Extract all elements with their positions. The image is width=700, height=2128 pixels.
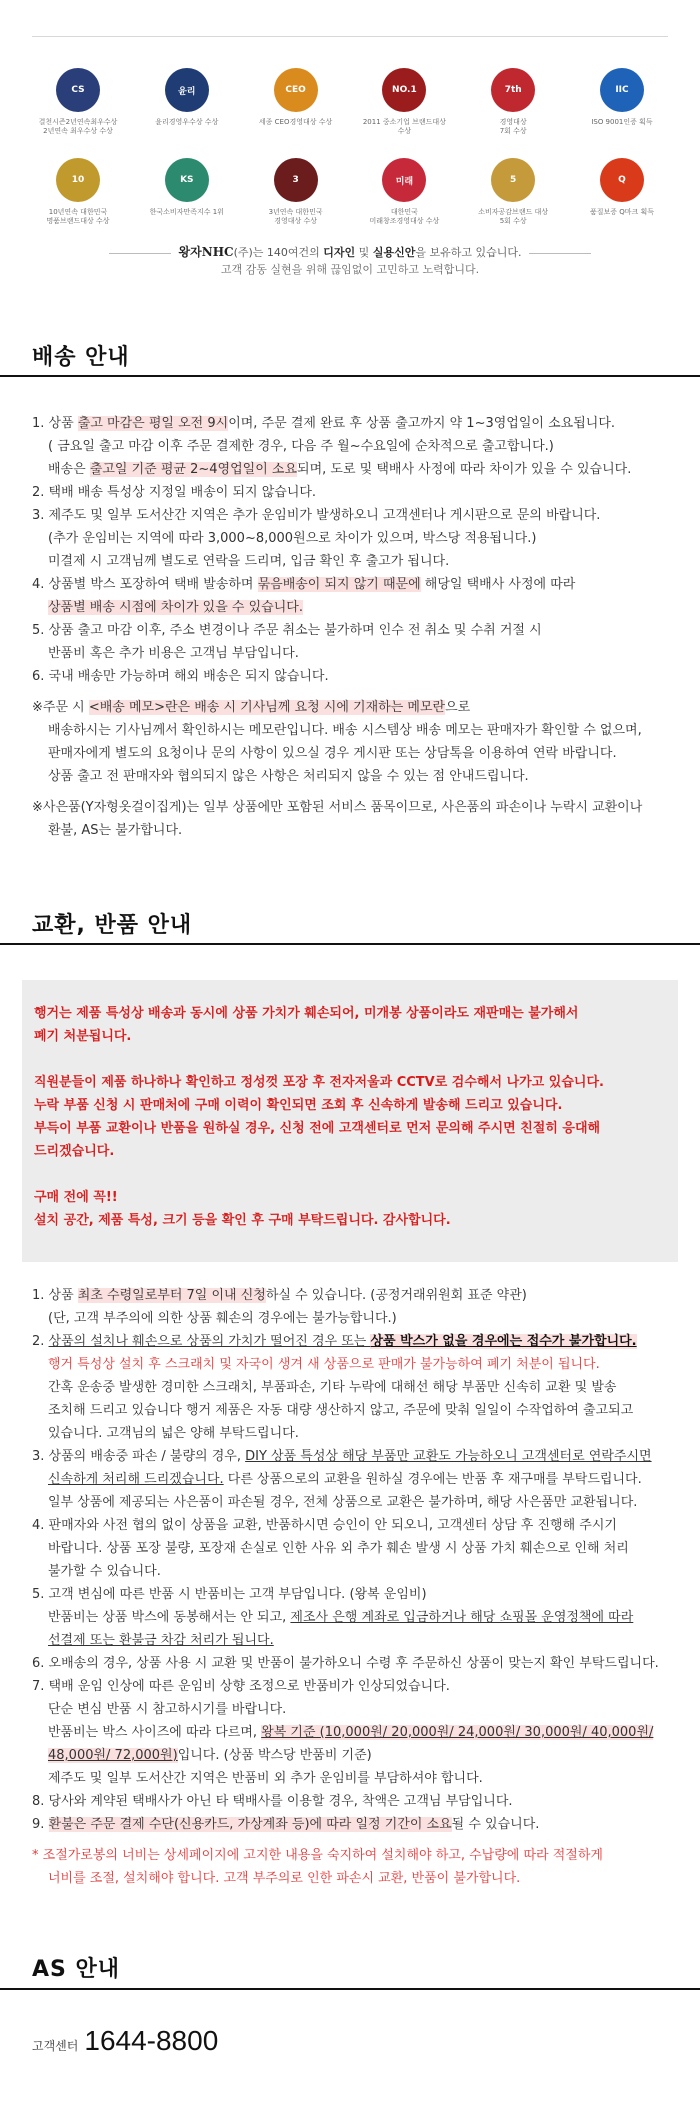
returns-item-3-cont: 신속하게 처리해 드리겠습니다. 다른 상품으로의 교환을 원하실 경우에는 반품 후 재구매를 부탁드립니다. [48,1472,642,1487]
award-item [358,66,450,146]
returns-item-7-fee-cont: 48,000원/ 72,000원)입니다. (상품 박스당 반품비 기준) [48,1748,372,1763]
ics-medal-icon: CS [56,68,100,112]
customer-center-label: 고객센터 [32,2039,79,2053]
warning-line-8: 설치 공간, 제품 특성, 크기 등을 확인 후 구매 부탁드립니다. 감사합니다. [34,1213,451,1228]
award-caption: 결천시즌2년연속최우수상 2년연속 최우수상 수상 [38,118,118,135]
warning-line-6: 드리겠습니다. [34,1144,115,1159]
award-caption: 소비자공감브랜드 대상 5회 수상 [478,208,549,225]
award-item [141,66,233,146]
memo-note-3: 판매자에게 별도의 요청이나 문의 사항이 있으실 경우 게시판 또는 상담톡을 이용하여 연락 바랍니다. [48,746,617,761]
returns-item-2-thanks: 있습니다. 고객님의 넓은 양해 부탁드립니다. [48,1426,299,1441]
returns-item-8: 8. 당사와 계약된 택배사가 아닌 타 택배사를 이용할 경우, 착액은 고객님 부담입니다. [32,1794,513,1809]
brand-award-icon: NO.1 [382,68,426,112]
returns-item-2-handmade: 조치해 드리고 있습니다 행거 제품은 자동 대량 생산하지 않고, 주문에 맞춰 일일이 수작업하여 출고되고 [48,1403,634,1418]
returns-item-2-disposal: 행거 특성상 설치 후 스크래치 및 자국이 생겨 새 상품으로 판매가 불가능하여 폐기 처분이 됩니다. [48,1357,600,1372]
returns-item-7-note: 단순 변심 반품 시 참고하시기를 바랍니다. [48,1702,287,1717]
returns-item-5: 5. 고객 변심에 따른 반품 시 반품비는 고객 부담입니다. (왕복 운임비) [32,1587,427,1602]
award-item [32,156,124,236]
returns-item-1-note: (단, 고객 부주의에 의한 상품 훼손의 경우에는 불가능합니다.) [48,1311,397,1326]
returns-item-5-end: 선결제 또는 환불금 차감 처리가 됩니다. [48,1633,274,1648]
awards-section [32,66,668,246]
as-title: AS 안내 [32,1957,121,1982]
awards-row-1 [32,66,668,146]
gift-note: ※사은품(Y자형옷걸이집게)는 일부 상품에만 포함된 서비스 품목이므로, 사은품의 파손이나 누락시 교환이나 [32,800,643,815]
award-caption: 대한민국 미래창조경영대상 수상 [369,208,440,225]
returns-item-9: 9. 환불은 주문 결제 수단(신용카드, 가상계좌 등)에 따라 일정 기간이 소요될 수 있습니다. [32,1817,540,1832]
shipping-title: 배송 안내 [32,345,130,370]
award-item [141,156,233,236]
returns-item-7-fee: 반품비는 박스 사이즈에 따라 다르며, 왕복 기준 (10,000원/ 20,000원/ 24,000원/ 30,000원/ 40,000원/ [48,1725,654,1740]
top-divider [32,36,668,37]
shipping-list [32,412,680,842]
returns-warning-box [22,980,678,1262]
shipping-item-4-cont: 상품별 배송 시점에 차이가 있을 수 있습니다. [48,600,303,615]
brand-statement [0,243,700,260]
warning-line-4: 누락 부품 신청 시 판매처에 구매 이력이 확인되면 조회 후 신속하게 발송해 드리고 있습니다. [34,1098,563,1113]
returns-item-4: 4. 판매자와 사전 협의 없이 상품을 교환, 반품하시면 승인이 안 되오니, 고객센터 상담 후 진행해 주시기 [32,1518,617,1533]
awards-row-2 [32,156,668,236]
returns-item-3: 3. 상품의 배송중 파손 / 불량의 경우, DIY 상품 특성상 해당 부품만 교환도 가능하오니 고객센터로 연락주시면 [32,1449,652,1464]
returns-caution: * 조절가로봉의 너비는 상세페이지에 고지한 내용을 숙지하여 설치해야 하고, 수납량에 따라 적절하게 [32,1848,603,1863]
award-caption: 세종 CEO경영대상 수상 [258,118,333,126]
award-item [358,156,450,236]
future-icon: 미래 [382,158,426,202]
award-caption: 경영대상 7회 수상 [499,118,527,135]
brand-text-post: 을 보유하고 있습니다. [415,246,522,259]
memo-note: ※주문 시 <배송 메모>란은 배송 시 기사님께 요청 시에 기재하는 메모란으로 [32,700,471,715]
award-caption: 한국소비자만족지수 1위 [149,208,224,216]
management-award-icon: 7th [491,68,535,112]
ethics-award-icon: 윤리 [165,68,209,112]
consumer-5-icon: 5 [491,158,535,202]
returns-title: 교환, 반품 안내 [32,913,193,938]
shipping-item-4: 4. 상품별 박스 포장하여 택배 발송하며 묶음배송이 되지 않기 때문에 해당일 택배사 사정에 따라 [32,577,576,592]
shipping-item-5-cont: 반품비 혹은 추가 비용은 고객님 부담입니다. [48,646,299,661]
warning-line-1: 행거는 제품 특성상 배송과 동시에 상품 가치가 훼손되어, 미개봉 상품이라도 재판매는 불가해서 [34,1006,579,1021]
award-caption: 10년연속 대한민국 명품브랜드대상 수상 [46,208,110,225]
returns-item-4-end: 불가할 수 있습니다. [48,1564,161,1579]
brand-rule-left [109,253,171,254]
award-caption: ISO 9001인증 획득 [591,118,653,126]
returns-item-4-cont: 바랍니다. 상품 포장 불량, 포장재 손실로 인한 사유 외 추가 훼손 발생 시 상품 가치 훼손으로 인해 처리 [48,1541,629,1556]
award-item [576,66,668,146]
returns-item-1: 1. 상품 최초 수령일로부터 7일 이내 신청하실 수 있습니다. (공정거래위원회 표준 약관) [32,1288,527,1303]
ksci-icon: KS [165,158,209,202]
memo-note-2: 배송하시는 기사님께서 확인하시는 메모란입니다. 배송 시스템상 배송 메모는 판매자가 확인할 수 없으며, [48,723,642,738]
shipping-item-1-duration: 배송은 출고일 기준 평균 2~4영업일이 소요되며, 도로 및 택배사 사정에 따라 차이가 있을 수 있습니다. [48,462,632,477]
returns-divider [0,943,700,945]
shipping-item-3-unpaid: 미결제 시 고객님께 별도로 연락을 드리며, 입금 확인 후 출고가 됩니다. [48,554,450,569]
award-item [250,156,342,236]
brand-utility: 실용신안 [372,246,416,259]
brand-10-icon: 10 [56,158,100,202]
shipping-item-2: 2. 택배 배송 특성상 지정일 배송이 되지 않습니다. [32,485,317,500]
warning-line-7: 구매 전에 꼭!! [34,1190,118,1205]
award-caption: 2011 중소기업 브랜드대상 수상 [362,118,446,135]
quality-q-icon: Q [600,158,644,202]
brand-logo: 왕자NHC [178,245,234,259]
warning-line-5: 부득이 부품 교환이나 반품을 원하실 경우, 신청 전에 고객센터로 먼저 문의해 주시면 친절히 응대해 [34,1121,601,1136]
award-item [467,156,559,236]
award-item [576,156,668,236]
warning-line-3: 직원분들이 제품 하나하나 확인하고 정성껏 포장 후 전자저울과 CCTV로 검수해서 나가고 있습니다. [34,1075,604,1090]
brand-rule-right [529,253,591,254]
returns-item-2-scratch: 간혹 운송중 발생한 경미한 스크래치, 부품파손, 기타 누락에 대해선 해당 부품만 신속히 교환 및 발송 [48,1380,617,1395]
iso-icon: IIC [600,68,644,112]
returns-item-6: 6. 오배송의 경우, 상품 사용 시 교환 및 반품이 불가하오니 수령 후 주문하신 상품이 맞는지 확인 부탁드립니다. [32,1656,659,1671]
award-item [32,66,124,146]
customer-center-phone[interactable]: 1644-8800 [84,2025,219,2056]
shipping-item-1-note: ( 금요일 출고 마감 이후 주문 결제한 경우, 다음 주 월~수요일에 순차적으로 출고합니다.) [48,439,554,454]
memo-note-4: 상품 출고 전 판매자와 협의되지 않은 사항은 처리되지 않을 수 있는 점 안내드립니다. [48,769,529,784]
brand-subtitle: 고객 감동 실현을 위해 끊임없이 고민하고 노력합니다. [220,263,480,276]
as-divider [0,1988,700,1990]
brand-design: 디자인 [323,246,356,259]
award-caption: 품질보증 Q마크 획득 [589,208,655,216]
returns-item-5-cont: 반품비는 상품 박스에 동봉해서는 안 되고, 제조사 은행 계좌로 입금하거나 해당 쇼핑몰 운영정책에 따라 [48,1610,634,1625]
returns-caution-cont: 너비를 조절, 설치해야 합니다. 고객 부주의로 인한 파손시 교환, 반품이 불가합니다. [48,1871,521,1886]
ceo-award-icon: CEO [274,68,318,112]
award-item [250,66,342,146]
returns-item-3-gift: 일부 상품에 제공되는 사은품이 파손될 경우, 전체 상품으로 교환은 불가하며, 해당 사은품만 교환됩니다. [48,1495,638,1510]
returns-item-7: 7. 택배 운임 인상에 따른 운임비 상향 조정으로 반품비가 인상되었습니다. [32,1679,450,1694]
gift-note-2: 환불, AS는 불가합니다. [48,823,183,838]
warning-line-2: 폐기 처분됩니다. [34,1029,132,1044]
management-3-icon: 3 [274,158,318,202]
brand-text: (주)는 140여건의 [233,246,324,259]
shipping-item-1: 1. 상품 출고 마감은 평일 오전 9시이며, 주문 결제 완료 후 상품 출고까지 약 1~3영업일이 소요됩니다. [32,416,616,431]
shipping-item-3-note: (추가 운임비는 지역에 따라 3,000~8,000원으로 차이가 있으며, 박스당 적용됩니다.) [48,531,537,546]
shipping-item-3: 3. 제주도 및 일부 도서산간 지역은 추가 운임비가 발생하오니 고객센터나 게시판으로 문의 바랍니다. [32,508,601,523]
shipping-divider [0,375,700,377]
award-item [467,66,559,146]
customer-center [32,2025,218,2057]
returns-item-7-island: 제주도 및 일부 도서산간 지역은 반품비 외 추가 운임비를 부담하셔야 합니다. [48,1771,483,1786]
returns-item-2: 2. 상품의 설치나 훼손으로 상품의 가치가 떨어진 경우 또는 상품 박스가 없을 경우에는 접수가 불가합니다. [32,1334,637,1349]
award-caption: 윤리경영우수상 수상 [155,118,219,126]
brand-text-mid: 및 [355,246,373,259]
returns-list [32,1284,680,1890]
shipping-item-6: 6. 국내 배송만 가능하며 해외 배송은 되지 않습니다. [32,669,329,684]
award-caption: 3년연속 대한민국 경영대상 수상 [268,208,323,225]
shipping-item-5: 5. 상품 출고 마감 이후, 주소 변경이나 주문 취소는 불가하며 인수 전 취소 및 수취 거절 시 [32,623,542,638]
